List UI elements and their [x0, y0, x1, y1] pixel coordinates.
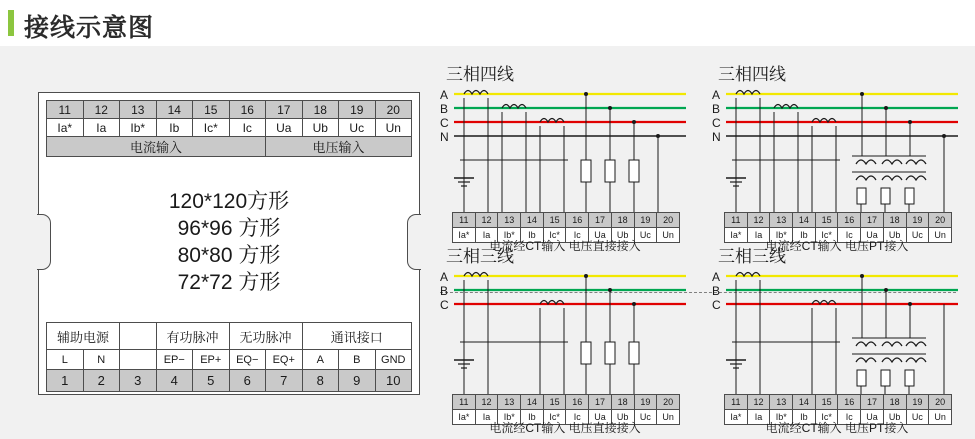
terminal-group-voltage: 电压输入	[266, 137, 412, 157]
terminal-number: 18	[611, 213, 634, 228]
terminal-number: 14	[156, 101, 193, 119]
terminal-number: 1	[47, 370, 84, 392]
terminal-label: EP−	[156, 350, 193, 370]
terminal-number: 17	[266, 101, 303, 119]
terminal-label: Un	[929, 228, 952, 243]
terminal-number: 3	[120, 370, 157, 392]
terminal-number: 20	[929, 395, 952, 410]
terminal-label: Ib	[521, 228, 544, 243]
terminal-label: N	[83, 350, 120, 370]
terminal-label: Ib	[156, 119, 193, 137]
terminal-label: Ib*	[498, 228, 521, 243]
terminal-number: 19	[339, 101, 376, 119]
diagram-panel	[0, 46, 975, 439]
meter-bottom-terminal-block	[46, 322, 412, 392]
terminal-number: 19	[634, 395, 657, 410]
terminal-label: Un	[657, 410, 680, 425]
table-row	[47, 323, 412, 350]
terminal-label: Ic*	[543, 410, 566, 425]
terminal-group-current: 电流输入	[47, 137, 266, 157]
terminal-number: 16	[229, 101, 266, 119]
terminal-number: 17	[589, 395, 612, 410]
terminal-number: 14	[793, 213, 816, 228]
phase-label-b: B	[440, 102, 449, 116]
terminal-number: 12	[83, 101, 120, 119]
terminal-label: Uc	[634, 410, 657, 425]
terminal-label: Uc	[634, 228, 657, 243]
terminal-label: Ub	[302, 119, 339, 137]
terminal-label: Ia*	[725, 410, 748, 425]
terminal-label: Ua	[861, 228, 884, 243]
terminal-label: Ia*	[47, 119, 84, 137]
terminal-number: 16	[566, 213, 589, 228]
terminal-label: Ia*	[725, 228, 748, 243]
terminal-label: Ub	[883, 228, 906, 243]
terminal-number: 13	[120, 101, 157, 119]
terminal-number: 18	[302, 101, 339, 119]
terminal-label: Ia*	[453, 228, 476, 243]
terminal-group-reactive-pulse: 无功脉冲	[229, 323, 302, 350]
page-header	[0, 0, 975, 46]
terminal-number: 10	[375, 370, 412, 392]
wiring-diagram-three-phase-four-wire-direct	[440, 60, 690, 252]
terminal-label: Ib*	[770, 228, 793, 243]
terminal-label: Uc	[906, 410, 929, 425]
phase-label-a: A	[712, 88, 721, 102]
phase-label-c: C	[712, 116, 721, 130]
terminal-label	[120, 350, 157, 370]
terminal-number: 18	[883, 395, 906, 410]
terminal-label: Ua	[266, 119, 303, 137]
terminal-number: 15	[815, 395, 838, 410]
terminal-number: 6	[229, 370, 266, 392]
terminal-label: Ib*	[498, 410, 521, 425]
meter-size: 72*72 方形	[177, 271, 281, 294]
terminal-label: GND	[375, 350, 412, 370]
wiring-title: 三相三线	[718, 247, 786, 266]
table-row	[47, 101, 412, 119]
phase-label-c: C	[712, 298, 721, 312]
terminal-label: Ic	[838, 410, 861, 425]
phase-label-n: N	[712, 130, 721, 144]
terminal-number: 9	[339, 370, 376, 392]
terminal-label: Ia	[475, 410, 498, 425]
terminal-label: Ia	[747, 410, 770, 425]
terminal-label: Uc	[906, 228, 929, 243]
wiring-caption: 电流经CT输入 电压PT接入	[765, 421, 909, 435]
terminal-number: 15	[193, 101, 230, 119]
wiring-diagram-three-phase-three-wire-direct	[440, 242, 690, 434]
table-row	[47, 119, 412, 137]
terminal-label: EQ−	[229, 350, 266, 370]
terminal-number: 11	[453, 213, 476, 228]
terminal-number: 4	[156, 370, 193, 392]
terminal-number: 13	[770, 395, 793, 410]
wiring-title: 三相四线	[446, 65, 514, 84]
terminal-number: 17	[861, 395, 884, 410]
terminal-number: 14	[793, 395, 816, 410]
table-row	[725, 395, 952, 410]
terminal-number: 18	[611, 395, 634, 410]
terminal-number: 15	[815, 213, 838, 228]
terminal-number: 14	[521, 213, 544, 228]
phase-label-b: B	[440, 284, 449, 298]
terminal-number: 11	[725, 213, 748, 228]
table-row	[47, 370, 412, 392]
terminal-label: EP+	[193, 350, 230, 370]
table-row	[453, 213, 680, 228]
terminal-group-aux-power: 辅助电源	[47, 323, 120, 350]
terminal-label: Ic	[566, 410, 589, 425]
terminal-number: 12	[747, 395, 770, 410]
terminal-number: 16	[566, 395, 589, 410]
phase-label-a: A	[712, 270, 721, 284]
terminal-label: Ia	[747, 228, 770, 243]
terminal-label: Un	[657, 228, 680, 243]
terminal-label: Ua	[589, 228, 612, 243]
terminal-number: 20	[375, 101, 412, 119]
terminal-number: 7	[266, 370, 303, 392]
terminal-label: Ia	[475, 228, 498, 243]
phase-label-a: A	[440, 88, 449, 102]
terminal-label: Ic	[566, 228, 589, 243]
phase-label-b: B	[712, 284, 721, 298]
terminal-number: 19	[906, 213, 929, 228]
terminal-label: Ub	[611, 410, 634, 425]
terminal-label: Ub	[611, 228, 634, 243]
terminal-label: Ic	[229, 119, 266, 137]
terminal-number: 11	[453, 395, 476, 410]
terminal-number: 11	[725, 395, 748, 410]
terminal-group-empty	[120, 323, 157, 350]
terminal-label: Ic*	[815, 410, 838, 425]
terminal-number: 13	[770, 213, 793, 228]
terminal-label: L	[47, 350, 84, 370]
terminal-number: 12	[747, 213, 770, 228]
terminal-label: Ib*	[120, 119, 157, 137]
terminal-label: Ib*	[770, 410, 793, 425]
wiring-diagram-three-phase-three-wire-pt	[712, 242, 962, 434]
terminal-label: Ic*	[815, 228, 838, 243]
phase-label-n: N	[440, 130, 449, 144]
wiring-title: 三相四线	[718, 65, 786, 84]
terminal-label: Un	[375, 119, 412, 137]
terminal-label: Ib	[793, 228, 816, 243]
terminal-number: 20	[657, 213, 680, 228]
terminal-group-comm: 通讯接口	[302, 323, 412, 350]
terminal-label: Uc	[339, 119, 376, 137]
terminal-number: 15	[543, 213, 566, 228]
terminal-label: A	[302, 350, 339, 370]
terminal-number: 19	[634, 213, 657, 228]
terminal-label: Un	[929, 410, 952, 425]
phase-label-b: B	[712, 102, 721, 116]
meter-size: 80*80 方形	[177, 244, 281, 267]
terminal-label: Ua	[861, 410, 884, 425]
terminal-number: 18	[883, 213, 906, 228]
terminal-label: B	[339, 350, 376, 370]
terminal-number: 5	[193, 370, 230, 392]
terminal-number: 20	[657, 395, 680, 410]
terminal-label: Ia*	[453, 410, 476, 425]
terminal-number: 20	[929, 213, 952, 228]
meter-front-drawing	[38, 92, 420, 395]
terminal-label: Ua	[589, 410, 612, 425]
table-row	[453, 395, 680, 410]
meter-top-terminal-block	[46, 100, 412, 157]
wiring-diagram-three-phase-four-wire-pt	[712, 60, 962, 252]
wiring-caption: 电流经CT输入 电压PT接入	[765, 239, 909, 253]
terminal-number: 15	[543, 395, 566, 410]
terminal-group-active-pulse: 有功脉冲	[156, 323, 229, 350]
terminal-number: 13	[498, 213, 521, 228]
terminal-number: 16	[838, 395, 861, 410]
terminal-number: 14	[521, 395, 544, 410]
terminal-label: Ic*	[193, 119, 230, 137]
table-row	[725, 213, 952, 228]
wiring-caption: 电流经CT输入 电压直接接入	[489, 421, 641, 435]
table-row	[47, 350, 412, 370]
terminal-label: Ic*	[543, 228, 566, 243]
wiring-title: 三相三线	[446, 247, 514, 266]
terminal-label: Ia	[83, 119, 120, 137]
terminal-label: Ib	[793, 410, 816, 425]
page-title: 接线示意图	[24, 14, 155, 42]
terminal-number: 13	[498, 395, 521, 410]
terminal-label: Ib	[521, 410, 544, 425]
phase-label-c: C	[440, 298, 449, 312]
wiring-caption: 电流经CT输入 电压直接接入	[489, 239, 641, 253]
terminal-number: 17	[861, 213, 884, 228]
meter-size-list	[38, 188, 420, 296]
phase-label-c: C	[440, 116, 449, 130]
terminal-number: 16	[838, 213, 861, 228]
meter-size: 96*96 方形	[177, 217, 281, 240]
terminal-number: 2	[83, 370, 120, 392]
table-row	[47, 137, 412, 157]
terminal-number: 12	[475, 395, 498, 410]
terminal-number: 17	[589, 213, 612, 228]
terminal-label: Ub	[883, 410, 906, 425]
header-accent-bar	[8, 10, 14, 36]
terminal-label: EQ+	[266, 350, 303, 370]
terminal-number: 11	[47, 101, 84, 119]
terminal-number: 8	[302, 370, 339, 392]
meter-size: 120*120方形	[168, 190, 290, 213]
terminal-number: 19	[906, 395, 929, 410]
phase-label-a: A	[440, 270, 449, 284]
terminal-label: Ic	[838, 228, 861, 243]
terminal-number: 12	[475, 213, 498, 228]
